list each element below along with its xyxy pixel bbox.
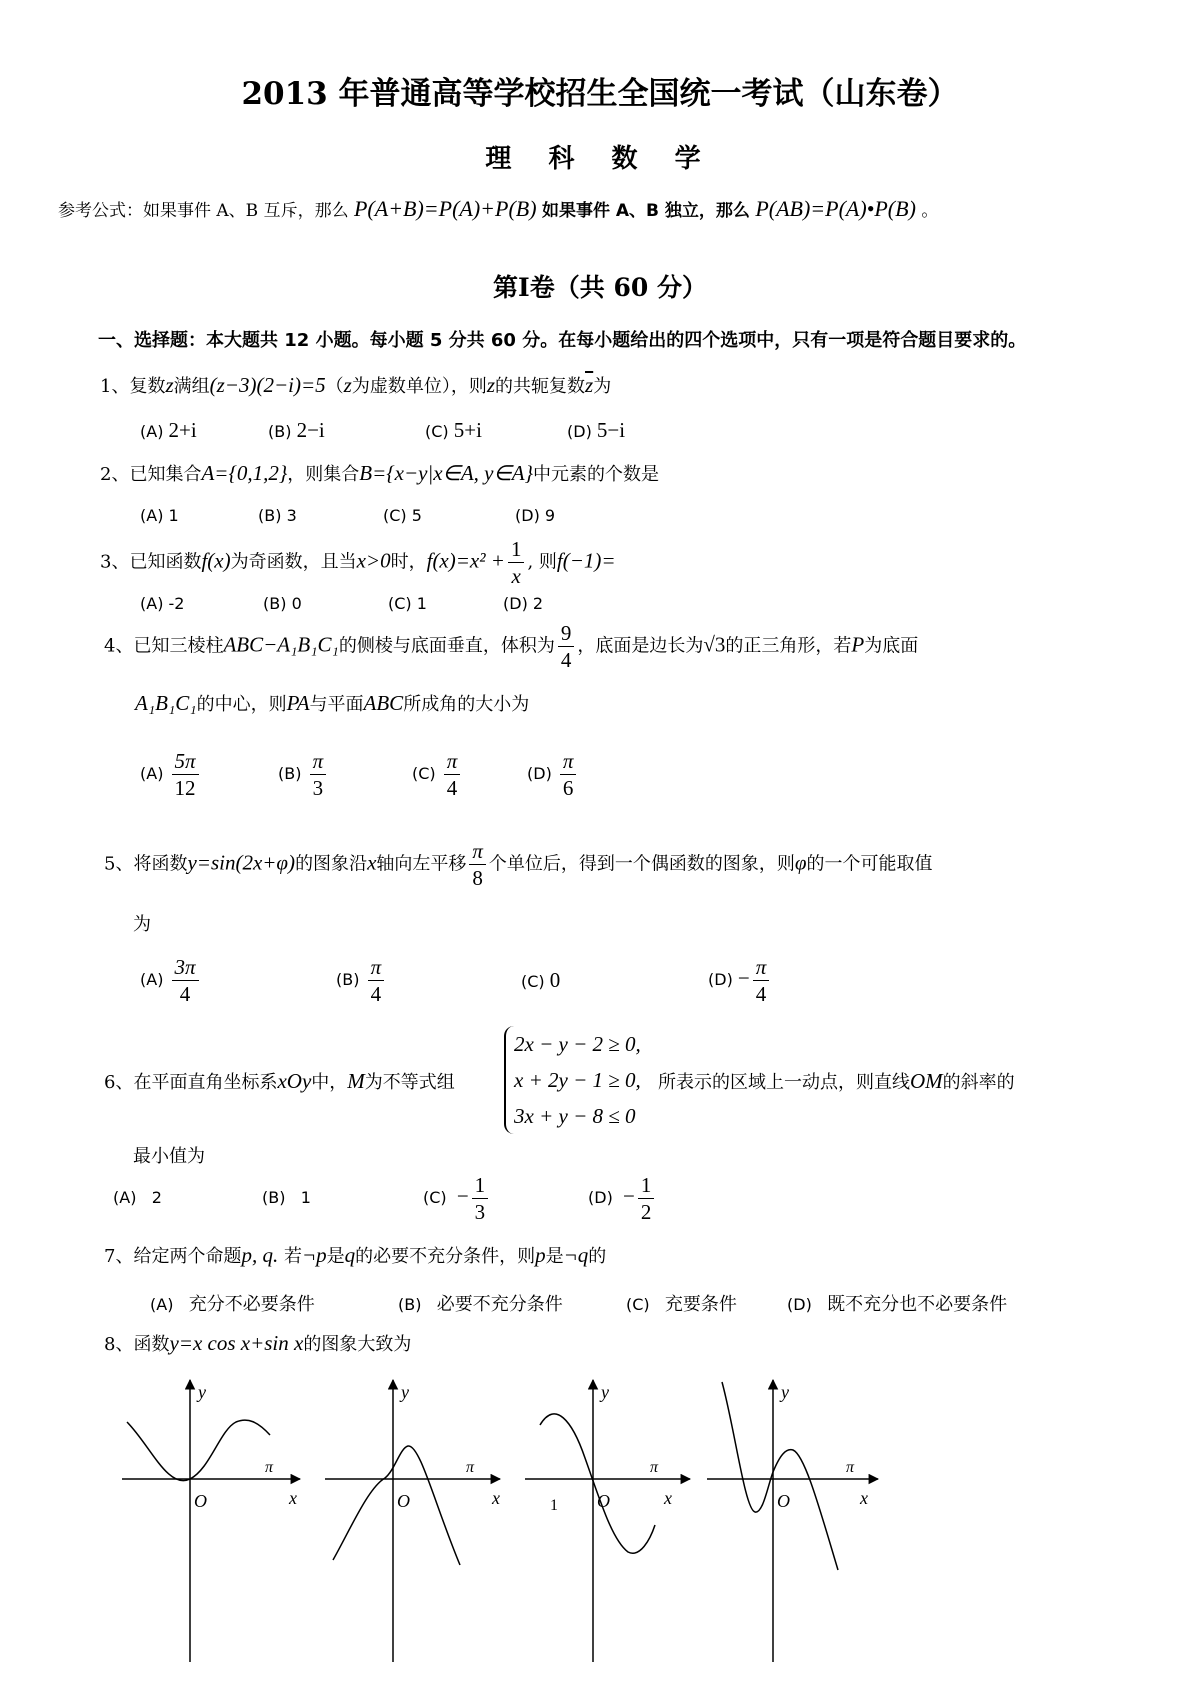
frac-num: π xyxy=(560,748,577,775)
question-4 xyxy=(104,620,918,673)
q5-math: y=sin(2x+φ) xyxy=(187,850,296,875)
pi-label: π xyxy=(265,1459,274,1476)
option-label: (B) xyxy=(258,506,282,525)
q1-option-a[interactable] xyxy=(140,418,197,443)
option-label: (B) xyxy=(263,594,287,613)
curve xyxy=(722,1382,838,1570)
option-fraction xyxy=(172,748,199,801)
option-label: (D) xyxy=(787,1295,812,1314)
q2-option-a[interactable] xyxy=(140,506,179,525)
axis-label-x: x xyxy=(289,1488,297,1508)
option-label: (C) xyxy=(412,764,436,783)
reference-formula xyxy=(58,196,938,222)
q5-text: 的图象沿 xyxy=(295,853,368,875)
q1-text: 满组 xyxy=(173,376,210,397)
q1-conjugate: $\overline{z}$ xyxy=(585,373,594,397)
q6-math: OM xyxy=(910,1069,943,1093)
q4-text: 的中心，则 xyxy=(196,694,287,715)
option-fraction xyxy=(444,748,461,801)
q6-option-c[interactable] xyxy=(423,1172,491,1225)
option-label: (C) xyxy=(521,972,545,991)
q7-text: 7、给定两个命题 xyxy=(104,1246,242,1267)
option-label: (C) xyxy=(383,506,407,525)
option-label: (A) xyxy=(140,422,164,441)
frac-num: 5π xyxy=(172,748,199,775)
q5-option-a[interactable] xyxy=(140,954,202,1007)
q7-text: 的必要不充分条件，则 xyxy=(355,1246,536,1267)
option-value: 2−i xyxy=(296,418,325,442)
frac-den: 4 xyxy=(446,776,458,800)
q6-text: 6、在平面直角坐标系 xyxy=(104,1072,278,1093)
q1-text: （ xyxy=(325,376,344,397)
q4-fraction xyxy=(558,620,575,673)
frac-den: 8 xyxy=(472,866,483,890)
q4-text: 的正三角形，若 xyxy=(725,635,852,657)
q7-option-d[interactable] xyxy=(787,1290,1007,1316)
axis-label-y: y xyxy=(601,1382,609,1402)
pi-label: π xyxy=(846,1459,855,1476)
option-fraction xyxy=(310,748,327,801)
frac-den: 12 xyxy=(174,776,196,800)
graph-option-a[interactable] xyxy=(122,1380,300,1662)
q3-math: f(x) xyxy=(201,548,231,573)
axis-label-x: x xyxy=(492,1488,500,1508)
q4-option-b[interactable] xyxy=(278,748,329,801)
frac-num: π xyxy=(368,954,385,981)
q1-math: (z−3)(2−i)=5 xyxy=(209,373,326,397)
option-label: (C) xyxy=(425,422,449,441)
q1-text: 为 xyxy=(593,376,612,397)
axis-label-x: x xyxy=(860,1488,868,1508)
q7-math: p, q. xyxy=(241,1243,279,1267)
q7-math: ¬p xyxy=(301,1243,327,1267)
option-value: 必要不充分条件 xyxy=(436,1294,563,1315)
question-6-tail xyxy=(658,1068,1015,1094)
q4-math: A₁B₁C₁ xyxy=(135,691,197,715)
frac-num: π xyxy=(469,838,486,865)
q3-math: f(x)=x² + xyxy=(426,548,505,573)
q5-math: φ xyxy=(794,850,807,875)
option-label: (B) xyxy=(262,1188,286,1207)
graph-option-c[interactable] xyxy=(525,1380,690,1662)
option-label: (A) xyxy=(113,1188,137,1207)
q3-math: f(−1)= xyxy=(556,548,616,573)
graph-option-d[interactable] xyxy=(707,1380,878,1662)
question-3 xyxy=(100,536,616,589)
q5-math: x xyxy=(367,850,377,875)
q5-text: 的一个可能取值 xyxy=(806,853,933,875)
q2-option-d[interactable] xyxy=(515,506,555,525)
option-value: 1 xyxy=(168,506,179,525)
q4-math: √3 xyxy=(703,632,726,657)
option-fraction xyxy=(753,954,770,1007)
question-1 xyxy=(100,372,611,398)
q3-text: 时， xyxy=(390,551,427,573)
q4-text: 与平面 xyxy=(309,694,364,715)
q4-text: ，底面是边长为 xyxy=(577,635,704,657)
option-value: 2+i xyxy=(168,418,197,442)
q6-inequality-system xyxy=(504,1026,641,1134)
q8-text: 的图象大致为 xyxy=(303,1334,412,1355)
frac-num: π xyxy=(753,954,770,981)
q1-text: 为虚数单位），则 xyxy=(351,376,487,397)
section-instruction: 一、选择题：本大题共 12 小题。每小题 5 分共 60 分。在每小题给出的四个选项中，只有一项是符合题目要求的。 xyxy=(98,330,1027,351)
q1-option-d[interactable] xyxy=(567,418,625,443)
q3-text: 3、已知函数 xyxy=(100,551,202,573)
formula-end: 。 xyxy=(921,201,939,221)
option-label: (D) xyxy=(708,970,733,989)
axis-label-y: y xyxy=(781,1382,789,1402)
q2-math: A={0,1,2} xyxy=(201,461,288,485)
exam-title: 2013 年普通高等学校招生全国统一考试（山东卷） xyxy=(241,76,959,112)
frac-den: 4 xyxy=(560,648,572,672)
q1-math: z xyxy=(486,373,496,397)
q2-text: 2、已知集合 xyxy=(100,464,202,485)
frac-num: π xyxy=(444,748,461,775)
q5-text: 轴向左平移 xyxy=(376,853,467,875)
option-value: 5−i xyxy=(596,418,626,442)
q3-text: 为奇函数，且当 xyxy=(230,551,357,573)
q7-option-b[interactable] xyxy=(398,1290,563,1316)
q3-math: x>0 xyxy=(356,548,391,573)
frac-num: 1 xyxy=(638,1172,655,1199)
pi-label: π xyxy=(650,1459,659,1476)
option-label: (B) xyxy=(278,764,302,783)
q4-math: PA xyxy=(286,691,310,715)
frac-den: x xyxy=(511,564,521,588)
question-6 xyxy=(104,1068,455,1094)
option-label: (B) xyxy=(336,970,360,989)
option-label: (A) xyxy=(140,970,164,989)
q6-option-d[interactable] xyxy=(588,1172,657,1225)
q1-text: 1、复数 xyxy=(100,376,166,397)
q1-option-c[interactable] xyxy=(425,418,482,443)
q4-option-d[interactable] xyxy=(527,748,579,801)
option-value: 0 xyxy=(549,968,561,992)
q5-option-d[interactable] xyxy=(708,954,772,1007)
option-label: (C) xyxy=(626,1295,650,1314)
q4-option-c[interactable] xyxy=(412,748,463,801)
option-value: 充要条件 xyxy=(664,1294,737,1315)
q6-text: 为不等式组 xyxy=(364,1072,455,1093)
question-4-line-2 xyxy=(135,690,529,716)
option-label: (B) xyxy=(398,1295,422,1314)
q8-graphs xyxy=(0,1370,1200,1690)
q1-text: 的共轭复数 xyxy=(495,376,586,397)
question-7 xyxy=(104,1242,606,1268)
q6-text: 所表示的区域上一动点，则直线 xyxy=(658,1072,910,1093)
frac-num: 1 xyxy=(472,1172,489,1199)
option-label: (D) xyxy=(503,594,528,613)
option-value: 2 xyxy=(532,594,544,613)
q4-text: 的侧棱与底面垂直，体积为 xyxy=(338,635,555,657)
q7-option-a[interactable] xyxy=(150,1290,315,1316)
inequality-row: 2x − y − 2 ≥ 0, xyxy=(514,1032,641,1056)
option-value: 5+i xyxy=(453,418,482,442)
option-sign: − xyxy=(456,1184,469,1208)
q7-text: 是 xyxy=(545,1246,564,1267)
option-label: (D) xyxy=(567,422,592,441)
q2-option-b[interactable] xyxy=(258,506,297,525)
frac-den: 3 xyxy=(474,1200,486,1224)
q4-text: 所成角的大小为 xyxy=(403,694,530,715)
q5-text: 5、将函数 xyxy=(104,853,188,875)
formula-union: P(A+B)=P(A)+P(B) xyxy=(353,196,537,221)
frac-den: 3 xyxy=(312,776,324,800)
q7-math: ¬q xyxy=(563,1243,589,1267)
option-value: 2 xyxy=(151,1188,162,1207)
inequality-brace xyxy=(504,1026,641,1134)
q2-text: ，则集合 xyxy=(287,464,360,485)
q1-math: z xyxy=(165,373,174,397)
frac-num: 3π xyxy=(172,954,199,981)
option-value: 既不充分也不必要条件 xyxy=(827,1294,1008,1315)
option-fraction xyxy=(638,1172,655,1225)
q5-option-c[interactable] xyxy=(521,968,560,993)
question-8 xyxy=(104,1330,411,1356)
option-label: (A) xyxy=(150,1295,174,1314)
origin-label: O xyxy=(777,1491,790,1511)
q8-math: y=x cos x+sin x xyxy=(169,1331,304,1355)
option-label: (C) xyxy=(388,594,412,613)
curve xyxy=(540,1414,655,1553)
option-value: 5 xyxy=(411,506,422,525)
q4-math: ABC xyxy=(363,691,404,715)
option-fraction xyxy=(368,954,385,1007)
option-label: (D) xyxy=(527,764,552,783)
option-value: 充分不必要条件 xyxy=(188,1294,315,1315)
option-sign: − xyxy=(737,966,750,990)
q8-text: 8、函数 xyxy=(104,1334,170,1355)
frac-num: π xyxy=(310,748,327,775)
q6-text: 中， xyxy=(311,1072,348,1093)
q6-math: M xyxy=(347,1069,365,1093)
axis-label-x: x xyxy=(664,1488,672,1508)
q6-text: 的斜率的 xyxy=(942,1072,1015,1093)
frac-den: 6 xyxy=(562,776,574,800)
option-label: (B) xyxy=(268,422,292,441)
q4-math: ABC−A₁B₁C₁ xyxy=(223,632,339,657)
q4-option-a[interactable] xyxy=(140,748,202,801)
q6-option-a[interactable] xyxy=(113,1188,162,1207)
q5-text: 个单位后，得到一个偶函数的图象，则 xyxy=(488,853,795,875)
q7-text: 的 xyxy=(588,1246,607,1267)
option-label: (A) xyxy=(140,764,164,783)
option-label: (A) xyxy=(140,594,164,613)
question-2 xyxy=(100,460,659,486)
inequality-row: x + 2y − 1 ≥ 0, xyxy=(514,1068,641,1092)
section-title: 第Ⅰ卷（共 60 分） xyxy=(493,273,707,302)
q3-option-d[interactable] xyxy=(503,594,543,613)
frac-den: 4 xyxy=(755,982,767,1006)
q4-math: P xyxy=(851,632,865,657)
q3-fraction xyxy=(508,536,525,589)
exam-subtitle: 理 科 数 学 xyxy=(485,144,715,174)
option-value: 9 xyxy=(544,506,556,525)
q3-text: , 则 xyxy=(527,551,557,573)
q2-option-c[interactable] xyxy=(383,506,422,525)
q7-math: p xyxy=(535,1243,546,1267)
origin-label: O xyxy=(597,1491,610,1511)
option-label: (A) xyxy=(140,506,164,525)
axis-label-y: y xyxy=(401,1382,409,1402)
frac-num: 1 xyxy=(508,536,525,563)
option-label: (D) xyxy=(515,506,540,525)
option-label: (C) xyxy=(423,1188,447,1207)
q6-math: xOy xyxy=(277,1069,312,1093)
question-6-line-2: 最小值为 xyxy=(133,1146,205,1167)
q6-option-b[interactable] xyxy=(262,1188,311,1207)
frac-den: 4 xyxy=(179,982,191,1006)
q7-text: 是 xyxy=(326,1246,345,1267)
origin-label: O xyxy=(194,1491,207,1511)
option-sign: − xyxy=(622,1184,635,1208)
origin-label: O xyxy=(397,1491,410,1511)
q7-text: 若 xyxy=(283,1246,302,1267)
option-value: -2 xyxy=(168,594,185,613)
option-value: 0 xyxy=(291,594,302,613)
q2-math: B={x−y|x∈A, y∈A} xyxy=(359,461,534,485)
frac-den: 2 xyxy=(640,1200,652,1224)
q4-text: 为底面 xyxy=(864,635,919,657)
formula-mid: 如果事件 A、B 独立，那么 xyxy=(541,201,750,221)
frac-den: 4 xyxy=(370,982,382,1006)
option-label: (D) xyxy=(588,1188,613,1207)
option-fraction xyxy=(172,954,199,1007)
q5-fraction xyxy=(469,838,486,891)
q2-text: 中元素的个数是 xyxy=(533,464,660,485)
graph-option-b[interactable] xyxy=(325,1380,500,1662)
option-value: 1 xyxy=(416,594,427,613)
one-label: 1 xyxy=(550,1497,558,1514)
option-fraction xyxy=(472,1172,489,1225)
question-5 xyxy=(104,838,933,891)
q7-math: q xyxy=(344,1243,356,1267)
q3-option-b[interactable] xyxy=(263,594,302,613)
q4-text: 4、已知三棱柱 xyxy=(104,635,224,657)
option-value: 1 xyxy=(300,1188,311,1207)
axis-label-y: y xyxy=(198,1382,206,1402)
q7-option-c[interactable] xyxy=(626,1290,737,1316)
formula-product: P(AB)=P(A)•P(B) xyxy=(755,196,916,221)
option-value: 3 xyxy=(286,506,297,525)
frac-num: 9 xyxy=(558,620,575,647)
q3-option-c[interactable] xyxy=(388,594,427,613)
q3-option-a[interactable] xyxy=(140,594,184,613)
pi-label: π xyxy=(466,1459,475,1476)
q1-math: z xyxy=(343,373,352,397)
option-fraction xyxy=(560,748,577,801)
curve xyxy=(127,1420,270,1481)
q5-option-b[interactable] xyxy=(336,954,387,1007)
formula-prefix: 参考公式：如果事件 A、B 互斥，那么 xyxy=(58,201,349,221)
question-5-line-2: 为 xyxy=(133,914,151,935)
inequality-row: 3x + y − 8 ≤ 0 xyxy=(514,1104,636,1128)
q1-option-b[interactable] xyxy=(268,418,325,443)
